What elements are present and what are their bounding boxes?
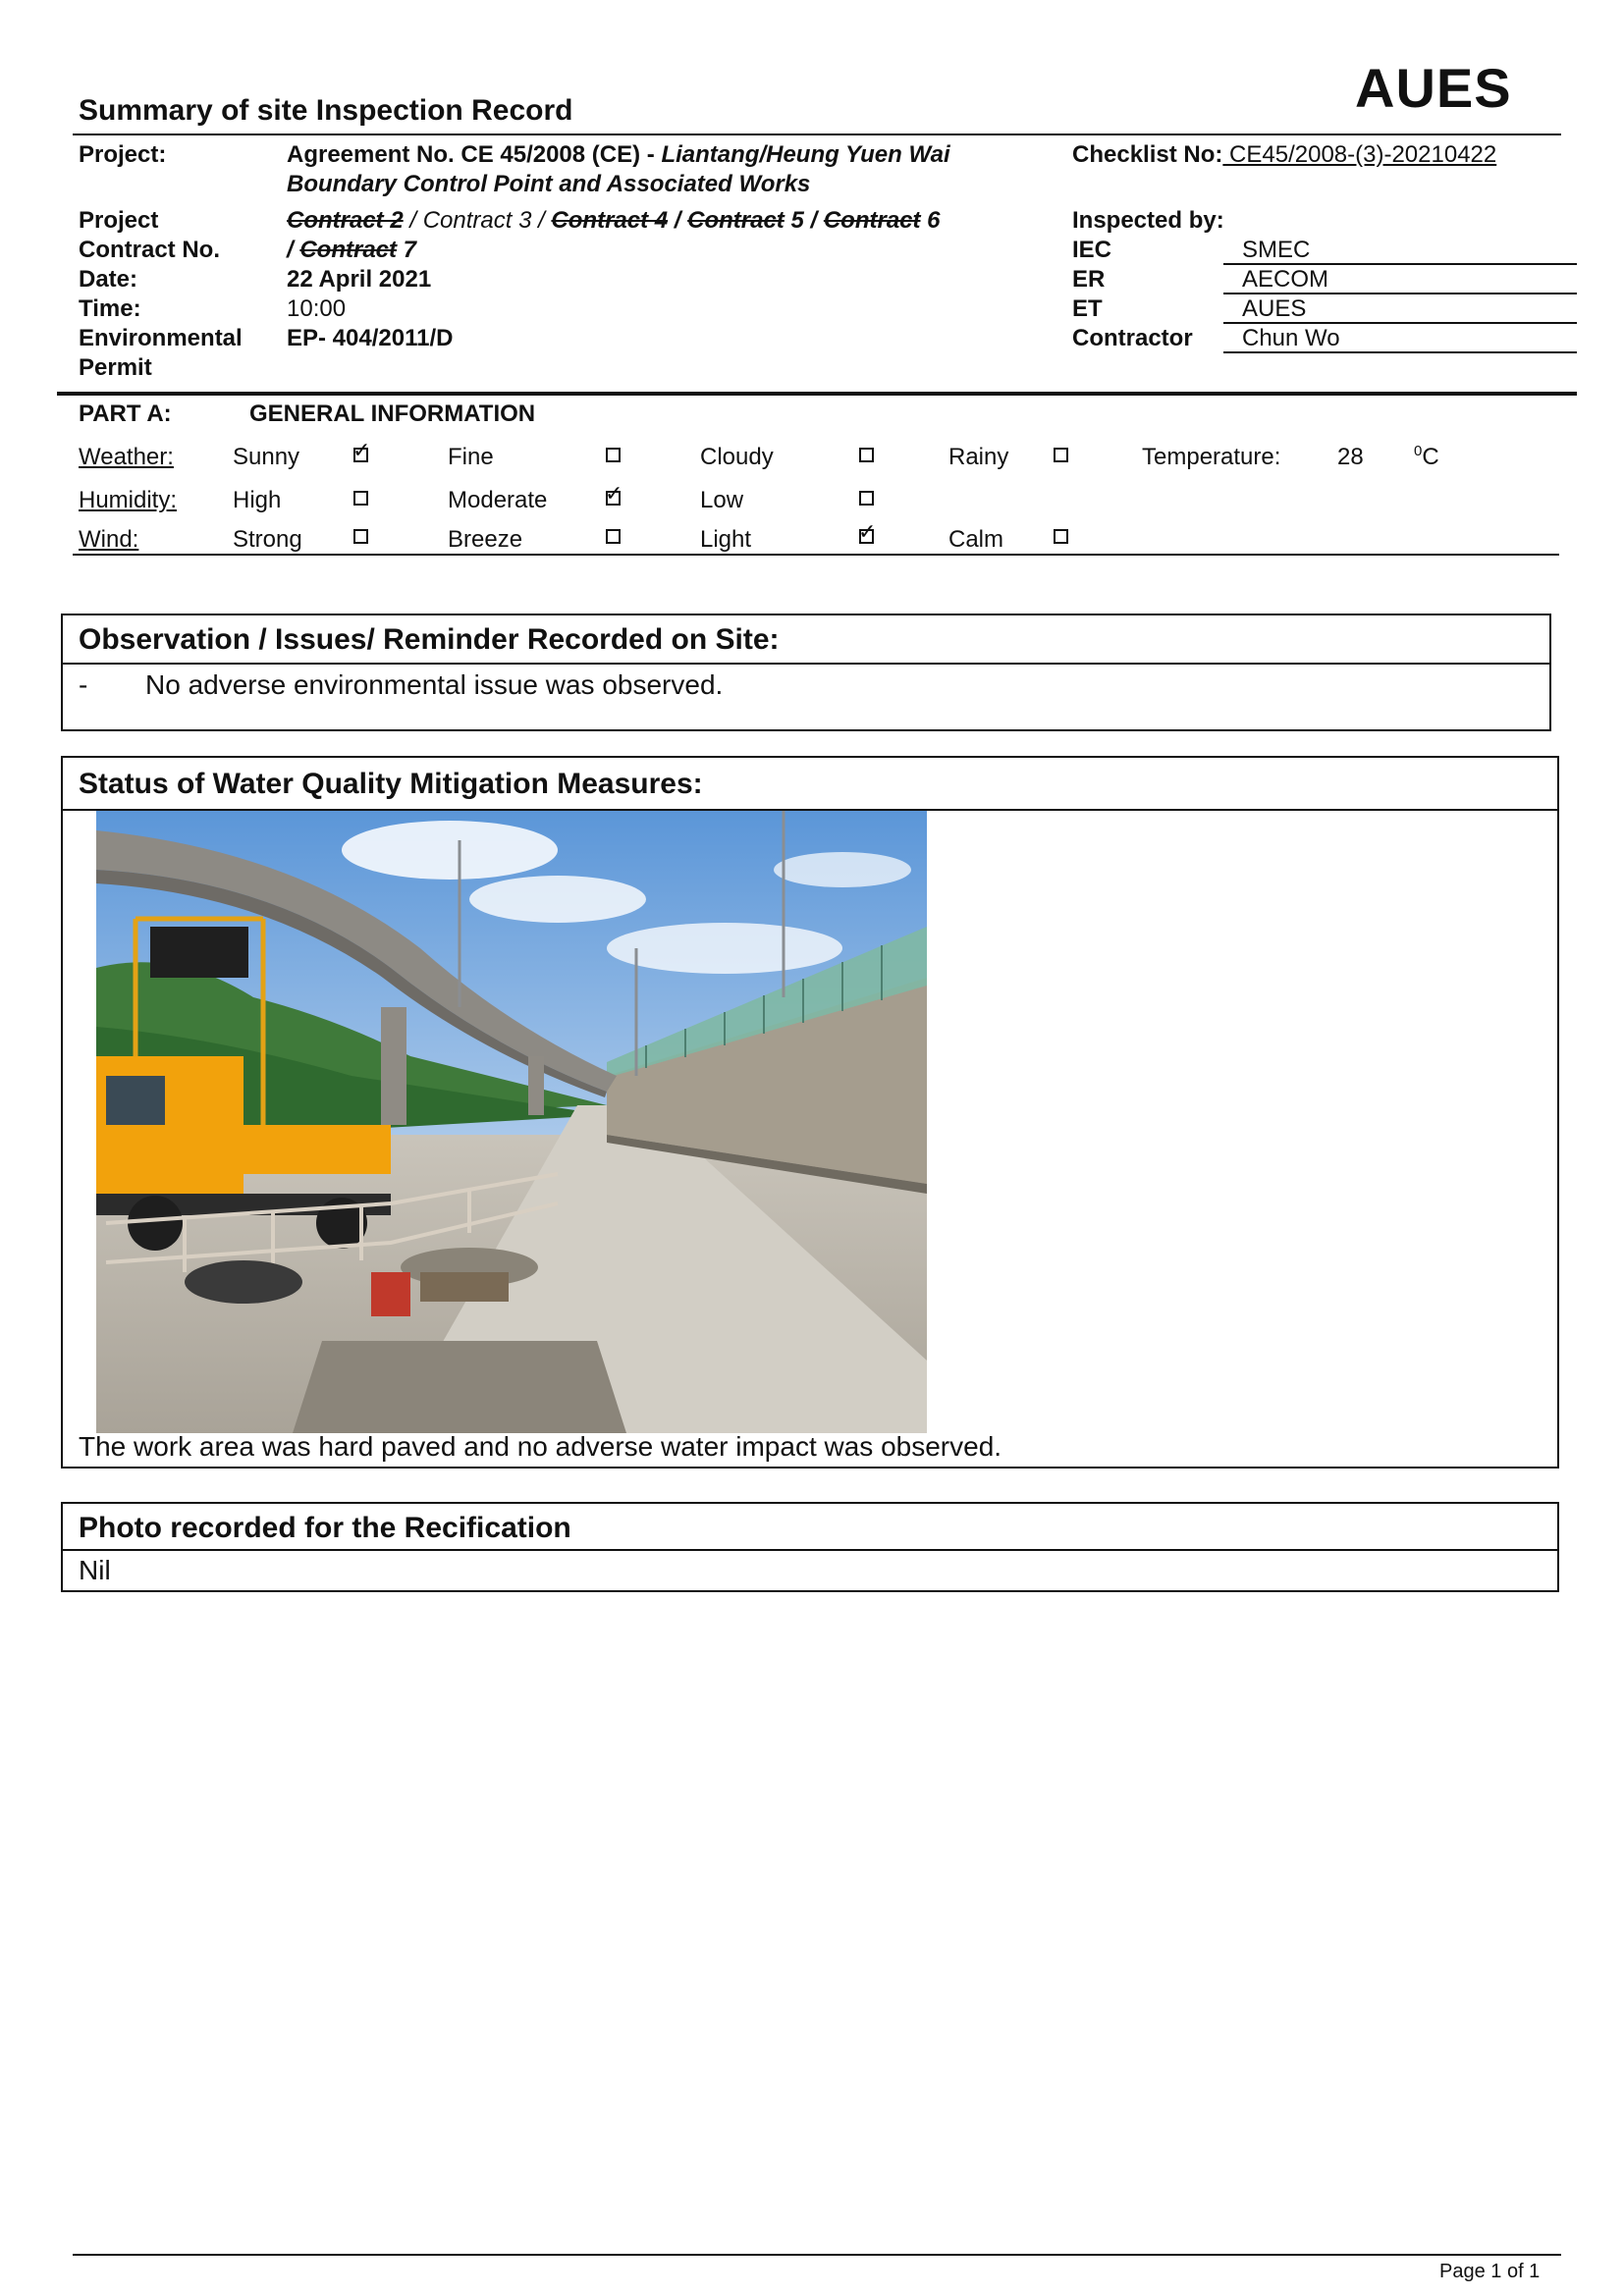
page-title: Summary of site Inspection Record [79,94,573,127]
checkbox-breeze[interactable] [606,529,621,544]
humidity-option-low: Low [700,487,744,513]
humidity-option-high: High [233,487,282,513]
inspector-line-et [1223,322,1577,324]
permit-label-line1: Environmental [79,325,243,351]
inspector-line-contractor [1223,351,1577,353]
contract-line2-prefix: / [287,237,300,263]
date-label: Date: [79,266,138,293]
weather-option-sunny: Sunny [233,444,300,470]
temperature-unit [1414,444,1439,471]
inspector-role-er: ER [1072,266,1106,293]
checkbox-strong[interactable] [353,529,368,544]
permit-label-line2: Permit [79,354,152,381]
observation-header [63,615,1549,665]
rectification-header [63,1504,1557,1551]
aues-logo: AUES [1355,57,1512,119]
checkbox-fine[interactable] [606,448,621,462]
page-number: Page 1 of 1 [1439,2261,1541,2282]
inspector-name-er: AECOM [1242,266,1329,293]
time-label: Time: [79,295,141,322]
contract-6-word: Contract [823,207,921,234]
inspector-name-et: AUES [1242,295,1307,322]
rectification-box [61,1502,1559,1592]
degree-sup: 0 [1414,443,1423,459]
agreement-number: Agreement No. CE 45/2008 (CE) - [287,141,662,168]
weather-label: Weather: [79,444,174,470]
humidity-option-moderate: Moderate [448,487,548,513]
checklist-no [1072,141,1496,169]
check-icon: ✓ [858,519,877,544]
checkbox-low[interactable] [859,491,874,506]
weather-option-cloudy: Cloudy [700,444,774,470]
wind-option-light: Light [700,526,752,553]
checklist-label: Checklist No: [1072,141,1223,168]
project-agreement-line2: Boundary Control Point and Associated Works [287,171,811,197]
contract-7-word: Contract [299,237,398,263]
part-a-bottom-line [73,554,1559,556]
inspector-name-contractor: Chun Wo [1242,325,1340,351]
checkbox-rainy[interactable] [1054,448,1068,462]
inspected-by-label: Inspected by: [1072,207,1224,234]
wind-label: Wind: [79,526,139,553]
wind-option-breeze: Breeze [448,526,523,553]
contract-3: / Contract 3 / [403,207,552,234]
temperature-value: 28 [1337,444,1364,470]
rectification-value: Nil [79,1555,111,1585]
contract-list-line2 [287,237,416,264]
water-quality-caption: The work area was hard paved and no adverse water impact was observed. [79,1431,1002,1462]
agreement-title-part1: Liantang/Heung Yuen Wai [661,141,950,168]
footer-divider [73,2254,1561,2256]
site-photo [96,811,927,1433]
check-icon: ✓ [605,481,623,506]
water-quality-header [63,758,1557,811]
contract-7-number: 7 [397,237,417,263]
checkbox-cloudy[interactable] [859,448,874,462]
inspector-name-iec: SMEC [1242,237,1311,263]
checkbox-moderate[interactable] [605,481,623,506]
contract-5-number: 5 / [784,207,824,234]
inspector-line-er [1223,293,1577,294]
check-icon: ✓ [352,438,371,462]
contract-label-line1: Project [79,207,159,234]
project-label: Project: [79,141,167,168]
water-quality-title: Status of Water Quality Mitigation Measures: [79,768,703,800]
wind-option-strong: Strong [233,526,302,553]
time-value: 10:00 [287,295,347,322]
inspector-role-iec: IEC [1072,237,1112,263]
inspector-line-iec [1223,263,1577,265]
inspector-role-contractor: Contractor [1072,325,1193,351]
contract-4: Contract 4 [551,207,669,234]
wind-option-calm: Calm [948,526,1004,553]
contract-6-number: 6 [920,207,941,234]
contract-sep: / [668,207,688,234]
checklist-value: CE45/2008-(3)-20210422 [1222,141,1497,168]
checkbox-high[interactable] [353,491,368,506]
weather-option-fine: Fine [448,444,494,470]
date-value: 22 April 2021 [287,266,432,293]
checkbox-light[interactable] [858,519,877,544]
temperature-label: Temperature: [1142,444,1281,470]
permit-value: EP- 404/2011/D [287,325,454,351]
part-a-title: GENERAL INFORMATION [249,400,536,427]
weather-option-rainy: Rainy [948,444,1009,470]
rectification-title: Photo recorded for the Recification [79,1512,571,1544]
checkbox-calm[interactable] [1054,529,1068,544]
section-divider [57,392,1577,396]
contract-list-line1 [287,207,941,235]
header-divider [73,133,1561,135]
contract-2: Contract 2 [287,207,404,234]
site-photo-image [96,811,927,1433]
part-a-label: PART A: [79,400,172,427]
checkbox-sunny[interactable] [352,438,371,462]
observation-title: Observation / Issues/ Reminder Recorded on Site: [79,623,780,656]
project-agreement-line1 [287,141,950,169]
contract-5-word: Contract [687,207,785,234]
water-quality-box [61,756,1559,1468]
contract-label-line2: Contract No. [79,237,220,263]
observation-bullet: - [79,669,88,700]
humidity-label: Humidity: [79,487,178,513]
celsius-letter: C [1422,444,1439,470]
observation-box [61,614,1551,731]
observation-text: No adverse environmental issue was observed. [145,669,724,700]
inspector-role-et: ET [1072,295,1103,322]
